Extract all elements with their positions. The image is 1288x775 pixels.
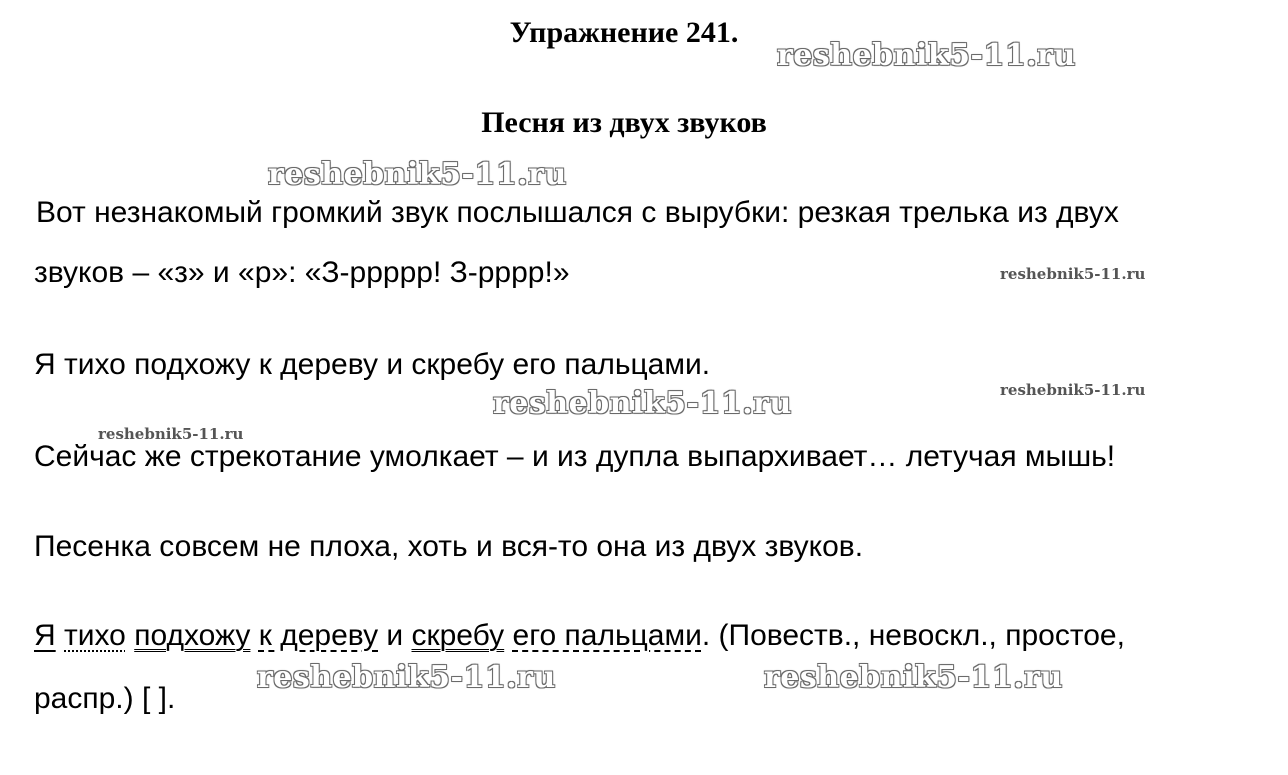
- adverbial-word: тихо: [64, 619, 126, 652]
- subject-word: Я: [34, 619, 56, 652]
- watermark: reshebnik5-11.ru: [493, 386, 792, 421]
- watermark: reshebnik5-11.ru: [764, 660, 1063, 695]
- paragraph-2: Я тихо подхожу к дереву и скребу его пальцами.: [34, 348, 711, 381]
- predicate-word-1: подхожу: [134, 619, 251, 652]
- conjunction: и: [378, 619, 412, 652]
- watermark: reshebnik5-11.ru: [268, 157, 567, 192]
- paragraph-1-line-2: звуков – «з» и «р»: «З-ррррр! З-рррр!»: [34, 256, 570, 289]
- paragraph-4: Песенка совсем не плоха, хоть и вся-то она из двух звуков.: [34, 530, 864, 563]
- analysis-sentence: [34, 619, 1125, 653]
- object-phrase-2: его пальцами: [512, 619, 702, 652]
- watermark: reshebnik5-11.ru: [257, 660, 556, 695]
- watermark: reshebnik5-11.ru: [1000, 381, 1146, 399]
- exercise-title: Упражнение 241.: [509, 16, 739, 49]
- predicate-word-2: скребу: [411, 619, 505, 652]
- object-phrase-1: к дереву: [258, 619, 379, 652]
- watermark: reshebnik5-11.ru: [777, 38, 1076, 73]
- paragraph-3: Сейчас же стрекотание умолкает – и из дупла выпархивает… летучая мышь!: [34, 440, 1116, 473]
- poem-title: Песня из двух звуков: [481, 106, 767, 139]
- watermark: reshebnik5-11.ru: [98, 425, 244, 443]
- watermark: reshebnik5-11.ru: [1000, 265, 1146, 283]
- analysis-tail: . (Повеств., невоскл., простое,: [701, 619, 1125, 652]
- paragraph-1-line-1: Вот незнакомый громкий звук послышался с вырубки: резкая трелька из двух: [36, 196, 1119, 229]
- analysis-line-2: распр.) [ ].: [34, 682, 176, 715]
